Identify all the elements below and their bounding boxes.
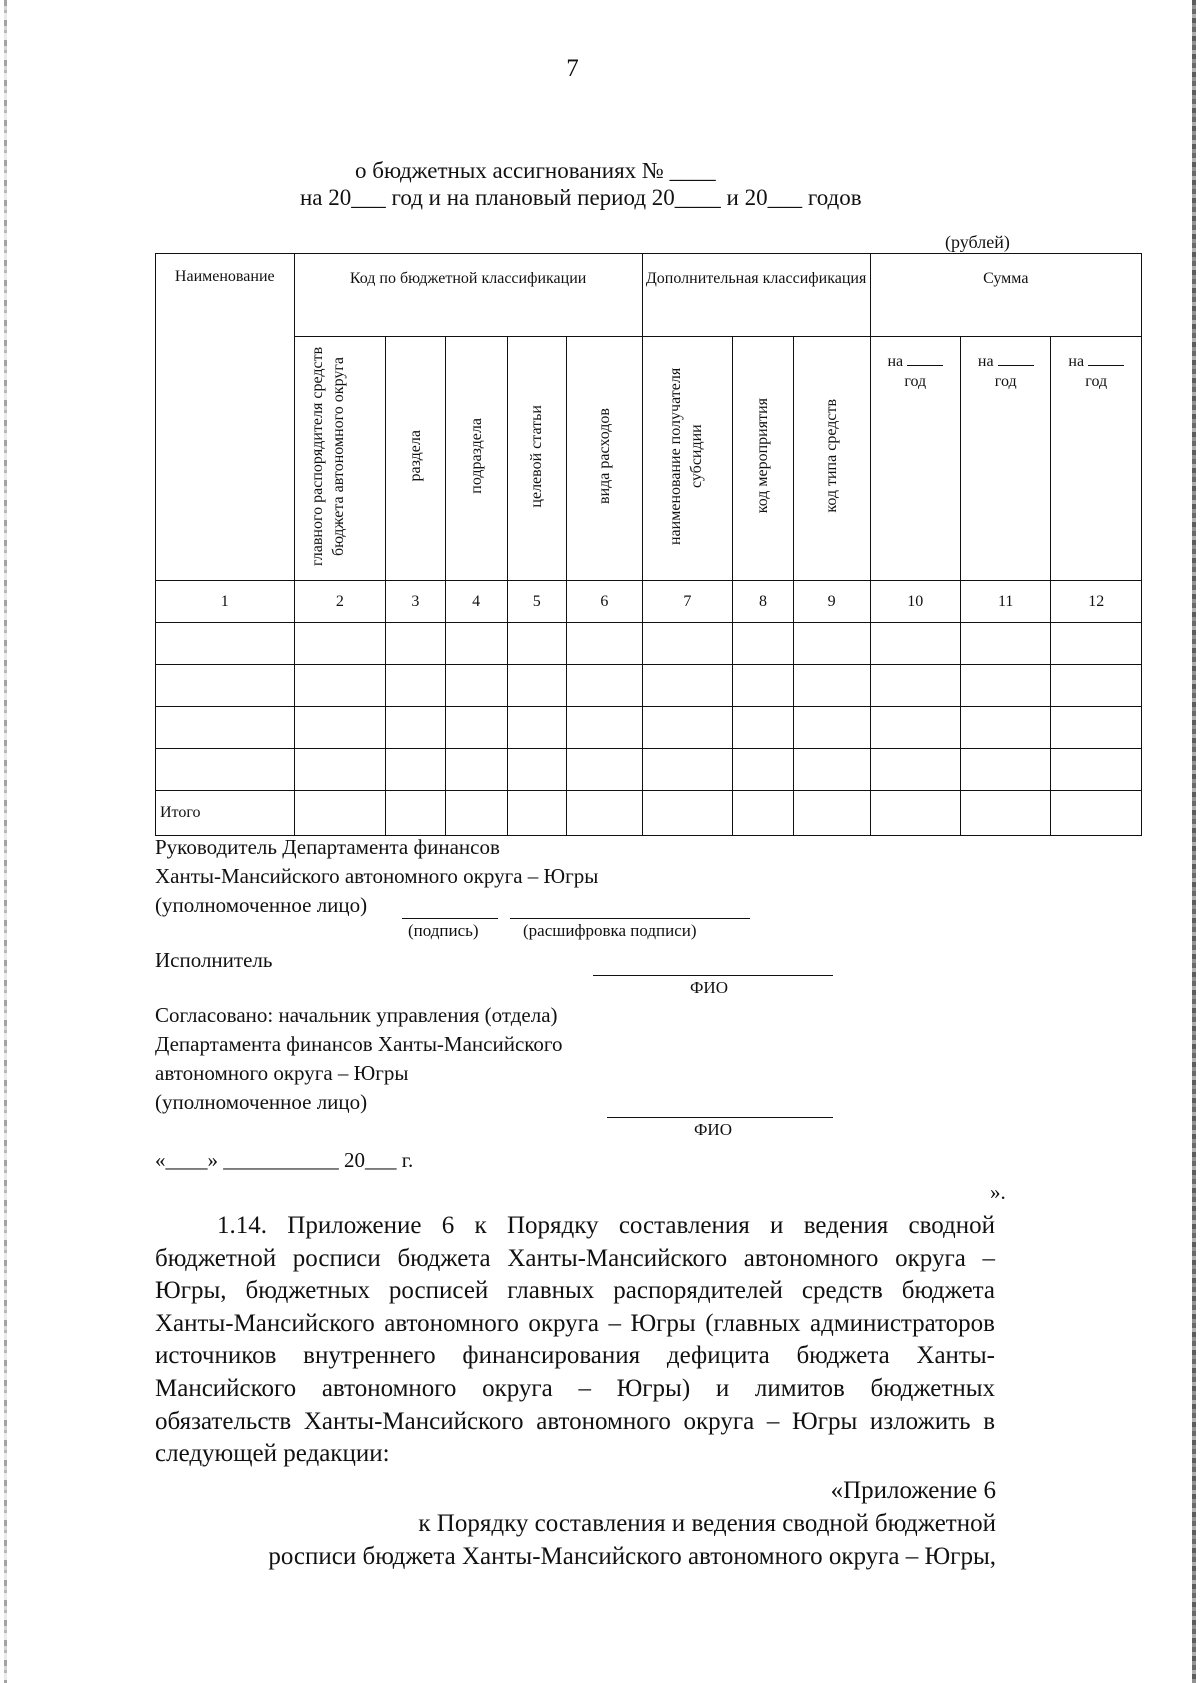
table-row	[156, 707, 1142, 749]
total-row	[156, 791, 1142, 836]
header-section: раздела	[386, 337, 446, 581]
agreed-fio-caption: ФИО	[694, 1120, 732, 1139]
executor-fio-line	[593, 975, 833, 976]
header-event-code: код мероприятия	[733, 337, 794, 581]
agreed-fio-line	[607, 1117, 833, 1118]
signer-title-line3: (уполномоченное лицо)	[155, 893, 368, 917]
form-title-line2: на 20___ год и на плановый период 20____ и 20___ годов	[300, 185, 862, 210]
table-row	[156, 665, 1142, 707]
date-line: «____» ___________ 20___ г.	[155, 1148, 414, 1172]
appendix-line2: к Порядку составления и ведения сводной бюджетной	[418, 1510, 996, 1537]
header-target-article: целевой статьи	[507, 337, 567, 581]
form-title-line1: о бюджетных ассигнованиях № ____	[355, 158, 716, 183]
signer-title-line2: Ханты-Мансийского автономного округа – Югры	[155, 864, 599, 888]
col-number: 4	[445, 581, 507, 623]
col-number: 11	[961, 581, 1051, 623]
col-number: 3	[386, 581, 446, 623]
scan-edge-left	[4, 0, 7, 1683]
executor-label: Исполнитель	[155, 948, 273, 972]
col-number: 2	[294, 581, 386, 623]
amendment-paragraph: 1.14. Приложение 6 к Порядку составления и ведения сводной бюджетной росписи бюджета Ханты-Мансийского автономного округа – Югры, бюджетных росписей главных распорядителей средств бюджета Ханты-Мансийского автономного округа – Югры (главных администраторов источников внутреннего финансирования дефицита бюджета Ханты-Мансийского автономного округа – Югры) и лимитов бюджетных обязательств Ханты-Мансийского автономного округа – Югры изложить в следующей редакции:	[155, 1212, 995, 1468]
executor-fio-caption: ФИО	[690, 978, 728, 997]
agreed-line2: Департамента финансов Ханты-Мансийского	[155, 1032, 563, 1056]
closing-quote: ».	[990, 1180, 1006, 1204]
header-name: Наименование	[156, 254, 295, 581]
scan-edge-right	[1192, 0, 1196, 1683]
agreed-line4: (уполномоченное лицо)	[155, 1090, 368, 1114]
header-expense-type: вида расходов	[567, 337, 643, 581]
col-number: 9	[793, 581, 870, 623]
header-subsection: подраздела	[445, 337, 507, 581]
col-number: 12	[1051, 581, 1142, 623]
header-year-3: на год	[1051, 337, 1142, 581]
page-number: 7	[566, 55, 579, 82]
col-number: 8	[733, 581, 794, 623]
appendix-line1: «Приложение 6	[830, 1477, 996, 1504]
col-number: 5	[507, 581, 567, 623]
budget-table	[155, 253, 1142, 836]
header-subsidy-recipient: наименование получателя субсидии	[642, 337, 732, 581]
header-year-1: на год	[870, 337, 960, 581]
agreed-line3: автономного округа – Югры	[155, 1061, 409, 1085]
table-row	[156, 623, 1142, 665]
header-funds-type-code: код типа средств	[793, 337, 870, 581]
col-number: 7	[642, 581, 732, 623]
units-label: (рублей)	[945, 232, 1010, 252]
table-row	[156, 749, 1142, 791]
col-number: 10	[870, 581, 960, 623]
col-number: 1	[156, 581, 295, 623]
header-budget-code: Код по бюджетной классификации	[294, 254, 642, 337]
header-chief-manager: главного распорядителя средств бюджета автономного округа	[294, 337, 386, 581]
signature-decode-line	[510, 918, 750, 919]
header-sum: Сумма	[870, 254, 1141, 337]
col-number: 6	[567, 581, 643, 623]
agreed-line1: Согласовано: начальник управления (отдела)	[155, 1003, 558, 1027]
appendix-line3: росписи бюджета Ханты-Мансийского автономного округа – Югры,	[268, 1543, 996, 1570]
header-extra-classification: Дополнительная классификация	[642, 254, 870, 337]
signature-caption: (подпись)	[408, 921, 479, 940]
signature-line	[402, 918, 498, 919]
header-year-2: на год	[961, 337, 1051, 581]
signature-decode-caption: (расшифровка подписи)	[523, 921, 697, 940]
total-label: Итого	[156, 791, 295, 836]
signer-title-line1: Руководитель Департамента финансов	[155, 835, 500, 859]
